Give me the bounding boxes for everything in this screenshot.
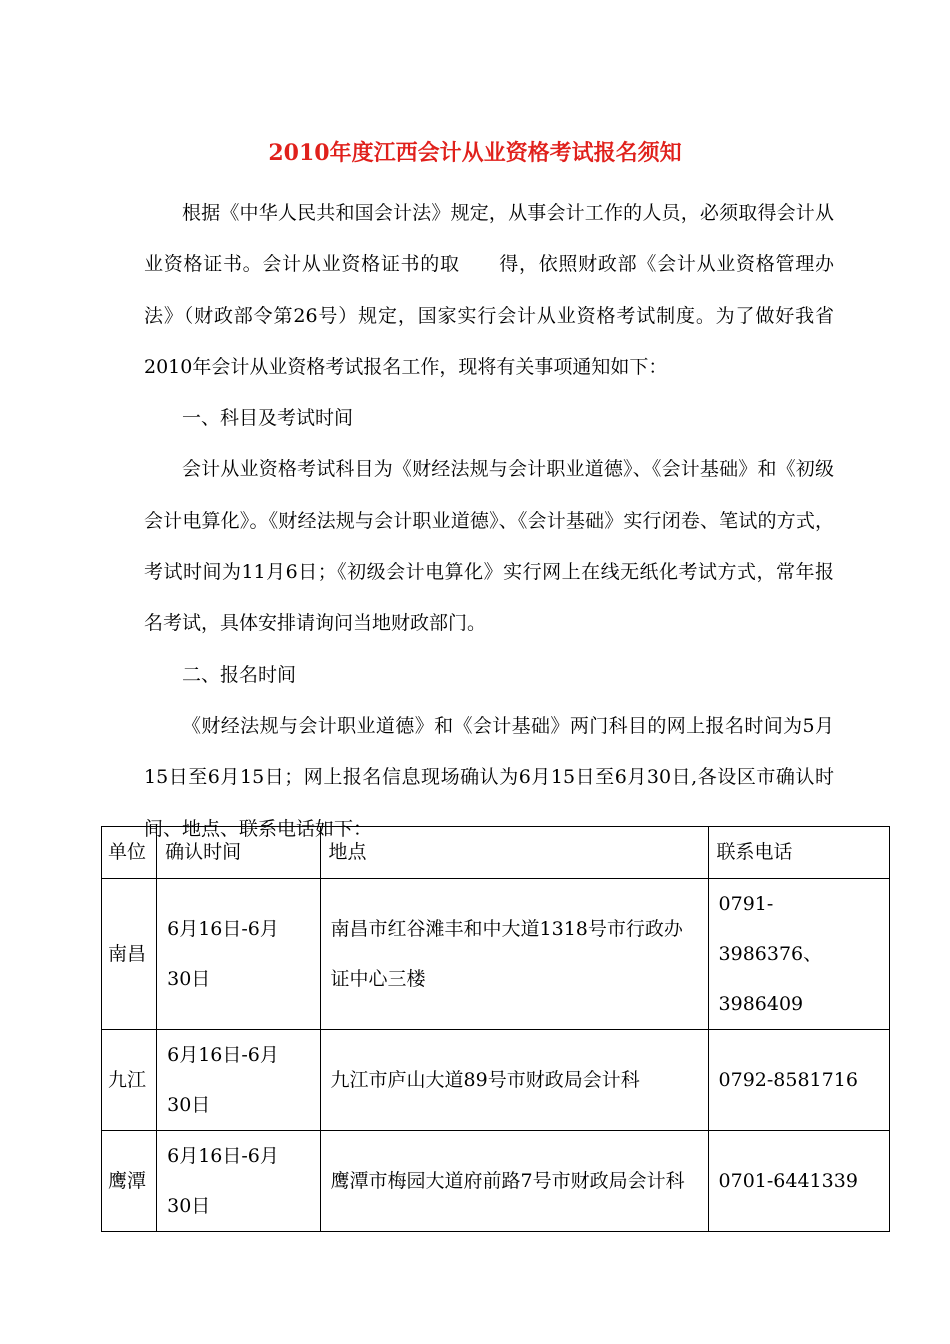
paragraph-subjects: 会计从业资格考试科目为《财经法规与会计职业道德》、《会计基础》和《初级会计电算化》。《财经法规与会计职业道德》、《会计基础》实行闭卷、笔试的方式，考试时间为11月6日；《初级会计电算化》实行网上在线无纸化考试方式，常年报名考试，具体安排请询问当地财政部门。 [144,458,834,635]
cell-place-line: 南昌市红谷滩丰和中大道1318号市行政办 [330,918,683,940]
document-title: 2010年度江西会计从业资格考试报名须知 [268,140,682,166]
cell-place: 鹰潭市梅园大道府前路7号市财政局会计科 [320,1131,708,1232]
cell-unit: 南昌 [102,879,157,1030]
cell-time-line: 6月16日-6月 [167,918,279,940]
cell-phone [708,879,889,1030]
cell-phone: 0701-6441339 [708,1131,889,1232]
cell-phone-line: 3986376、3986409 [718,943,823,1015]
cell-time [157,1030,320,1131]
paragraph-intro: 根据《中华人民共和国会计法》规定，从事会计工作的人员，必须取得会计从业资格证书。会计从业资格证书的取 得，依照财政部《会计从业资格管理办法》（财政部令第26号）规定，国家实行会计从业资格考试制度。为了做好我省2010年会计从业资格考试报名工作，现将有关事项通知如下： [144,202,834,378]
table-row [102,879,890,1030]
header-time: 确认时间 [157,827,320,879]
cell-time-line: 6月16日-6月 [167,1044,279,1066]
cell-place: 九江市庐山大道89号市财政局会计科 [320,1030,708,1131]
table-row [102,1030,890,1131]
section-heading-subjects: 一、科目及考试时间 [182,407,354,430]
header-place: 地点 [320,827,708,879]
table-row [102,1131,890,1232]
header-phone: 联系电话 [708,827,889,879]
confirmation-schedule-table [101,826,890,1232]
cell-time [157,879,320,1030]
cell-time [157,1131,320,1232]
cell-time-line: 6月16日-6月 [167,1145,279,1167]
cell-phone-line: 0791- [718,893,774,915]
table-header-row [102,827,890,879]
document-body [144,188,834,855]
paragraph-registration: 《财经法规与会计职业道德》和《会计基础》两门科目的网上报名时间为5月15日至6月15日；网上报名信息现场确认为6月15日至6月30日,各设区市确认时间、地点、联系电话如下： [144,714,834,840]
cell-time-line: 30日 [167,1195,211,1217]
cell-place [320,879,708,1030]
cell-place-line: 证中心三楼 [330,968,426,990]
cell-time-line: 30日 [167,968,211,990]
cell-time-line: 30日 [167,1094,211,1116]
cell-phone: 0792-8581716 [708,1030,889,1131]
cell-unit: 鹰潭 [102,1131,157,1232]
cell-unit: 九江 [102,1030,157,1131]
header-unit: 单位 [102,827,157,879]
section-heading-registration: 二、报名时间 [182,663,297,686]
